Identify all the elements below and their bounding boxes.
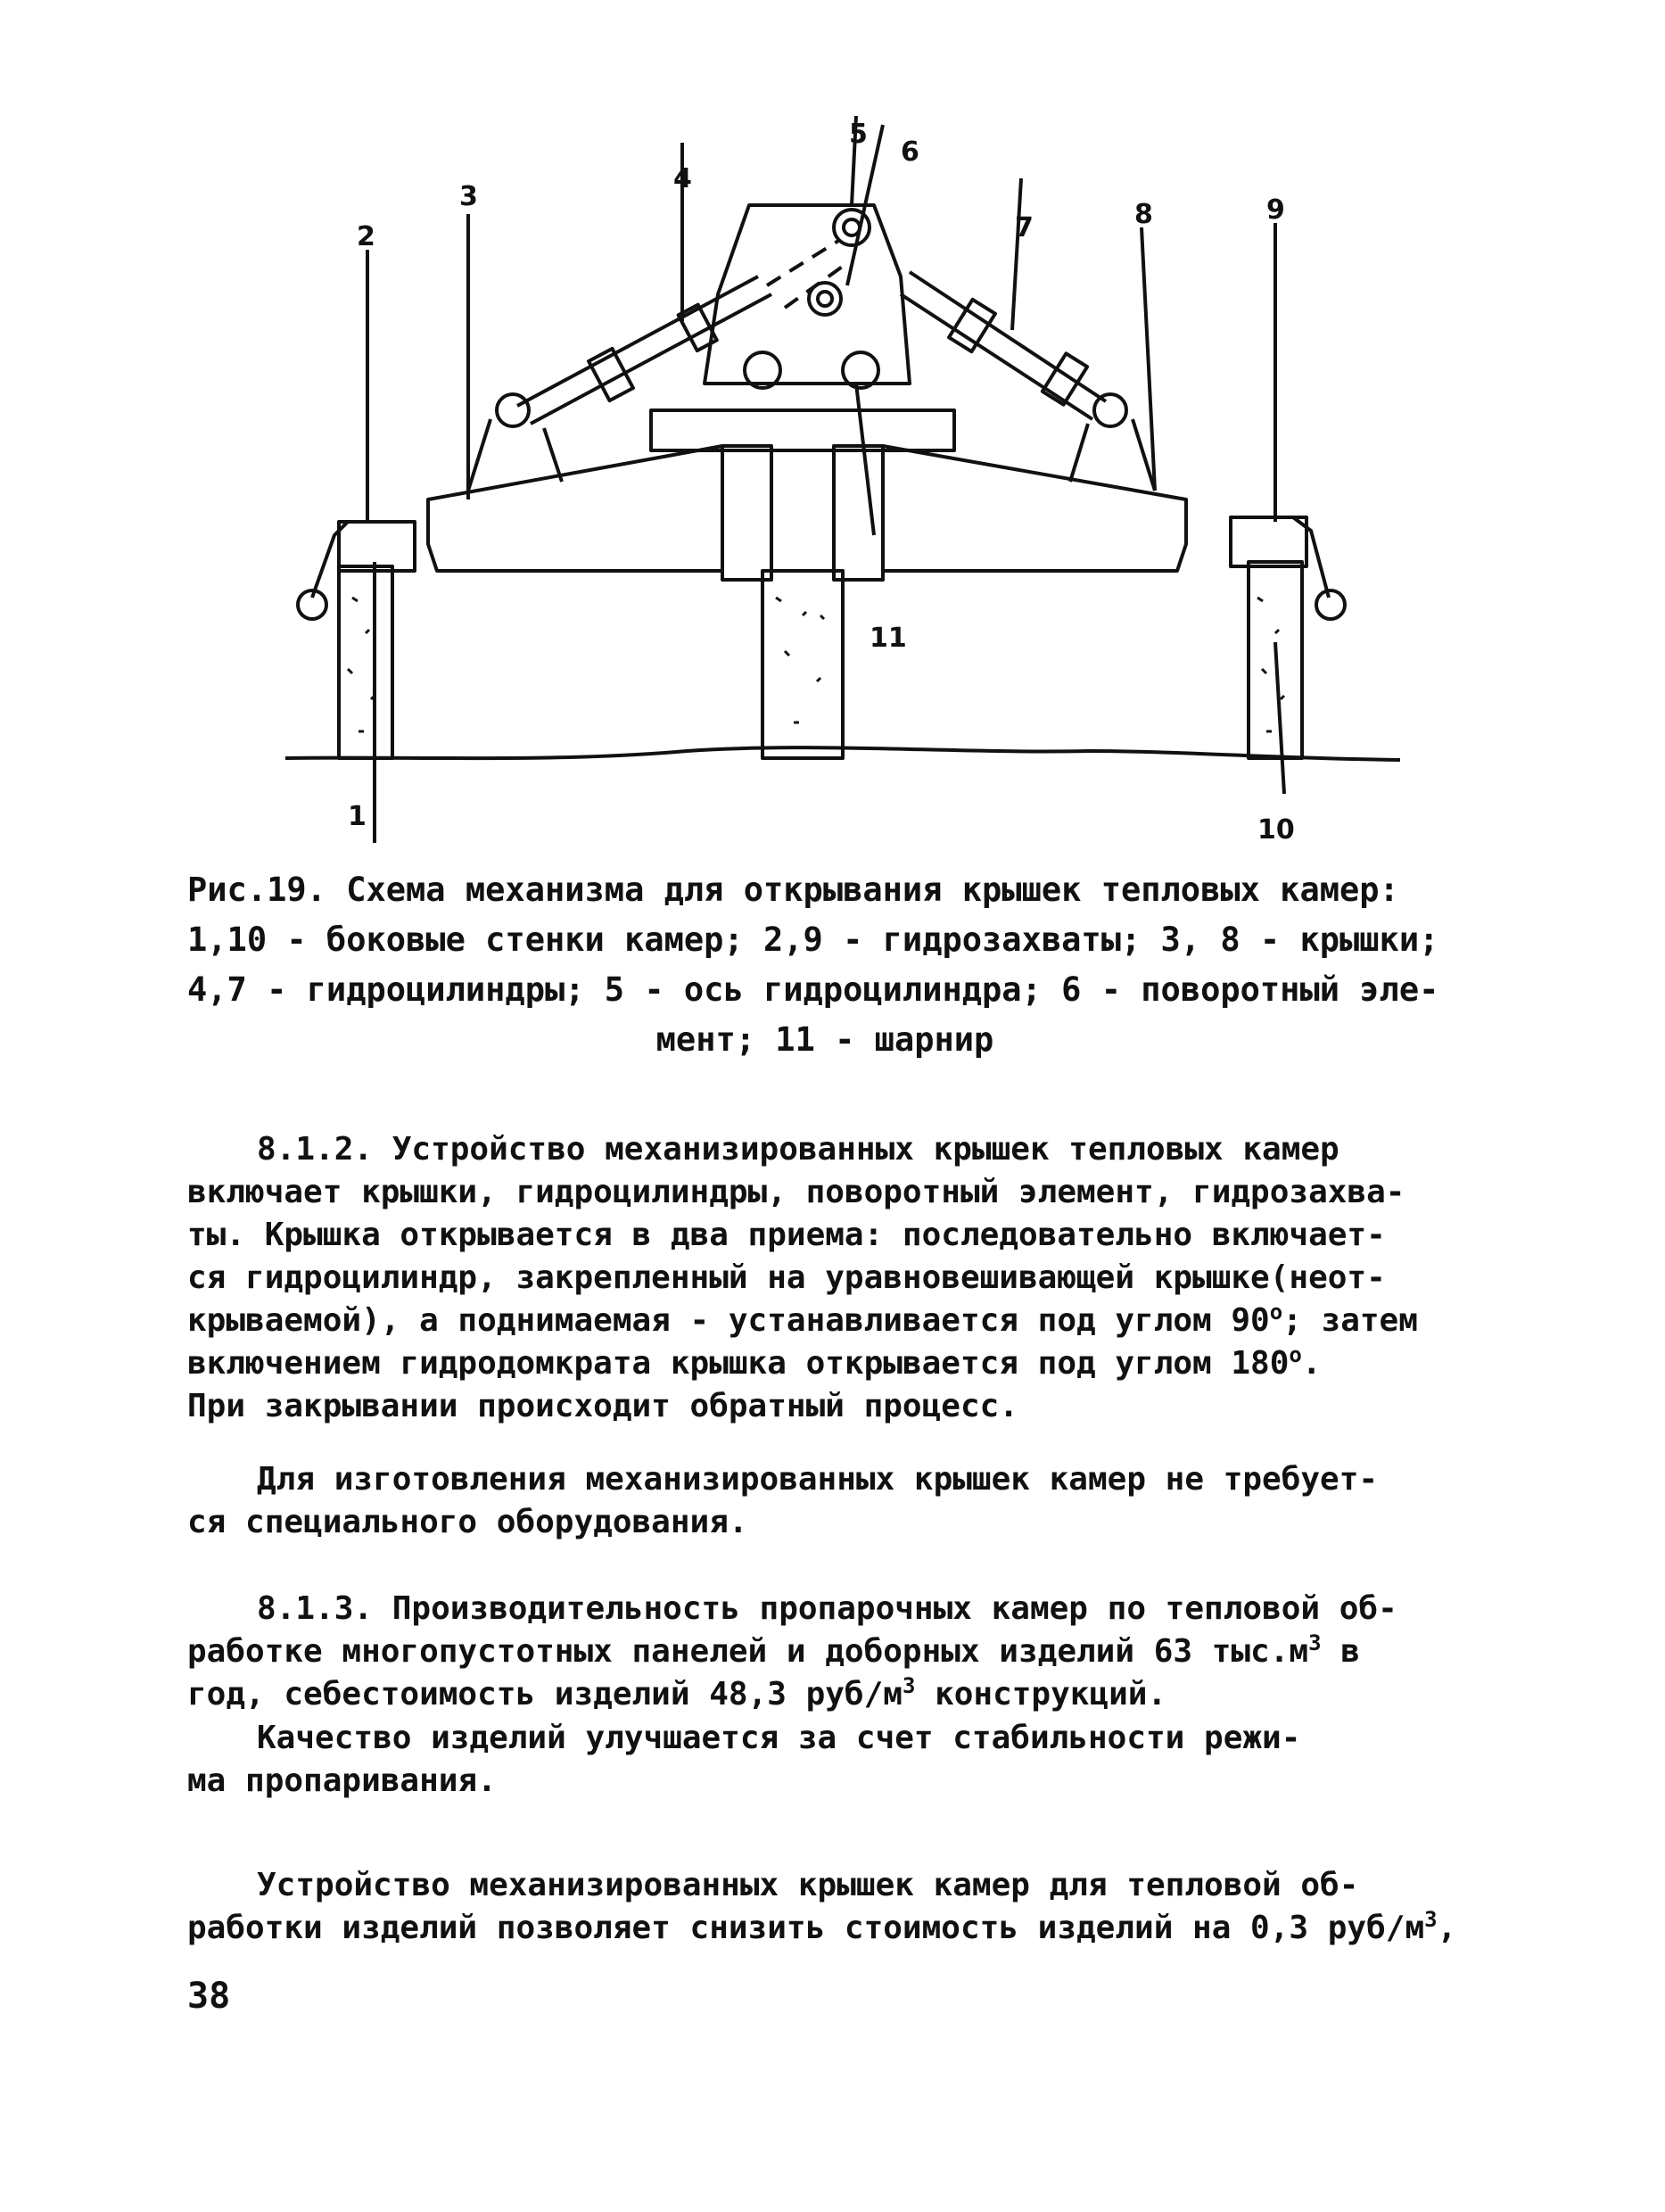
label-1: 1 (348, 801, 367, 832)
cylinder-right-clamp (949, 300, 995, 351)
label-2: 2 (357, 221, 375, 252)
side-wall-left (339, 566, 392, 758)
p4-line-1: Качество изделий улучшается за счет стабильности режи- (257, 1720, 1301, 1756)
caption-line-1: Рис.19. Схема механизма для открывания крышек тепловых камер: (187, 871, 1399, 909)
p5-line-1: Устройство механизированных крышек камер для тепловой об- (257, 1867, 1359, 1903)
lid-right (883, 446, 1186, 571)
label-11: 11 (870, 623, 907, 654)
p3-line-3: год, себестоимость изделий 48,3 руб/$м^3$ конструкций. (187, 1673, 1167, 1713)
lid-left (428, 446, 722, 571)
caption-line-4: мент; 11 - шарнир (655, 1020, 994, 1059)
label-5: 5 (849, 119, 868, 150)
cylinder-right (901, 272, 1106, 419)
label-9: 9 (1266, 194, 1285, 226)
page-number: 38 (187, 1976, 231, 2017)
label-4: 4 (673, 163, 692, 194)
paragraph-quality (187, 1717, 1471, 1803)
paragraph-8-1-3 (187, 1588, 1471, 1716)
p3-line-1: 8.1.3. Производительность пропарочных камер по тепловой об- (257, 1590, 1397, 1627)
p1-line-4: ся гидроцилиндр, закрепленный на уравновешивающей крышке(неот- (187, 1259, 1386, 1296)
p5-line-2: работки изделий позволяет снизить стоимость изделий на 0,3 руб/$м^3$, (187, 1907, 1457, 1946)
paragraph-8-1-2 (187, 1128, 1471, 1428)
figure-caption (187, 865, 1463, 1065)
hinge-post-left (722, 446, 771, 580)
p1-line-1: 8.1.2. Устройство механизированных крышек тепловых камер (257, 1131, 1339, 1168)
grip-right (1231, 517, 1306, 566)
grip-left (339, 522, 415, 571)
center-wall (762, 571, 843, 758)
caption-line-2: 1,10 - боковые стенки камер; 2,9 - гидрозахваты; 3, 8 - крышки; (187, 920, 1439, 959)
p2-line-2: ся специального оборудования. (187, 1504, 748, 1540)
p1-line-5: крываемой), а поднимаемая - устанавливается под углом $90^о$; затем (187, 1300, 1418, 1339)
label-7: 7 (1015, 212, 1034, 243)
hinge-base (651, 410, 954, 450)
label-10: 10 (1257, 814, 1295, 846)
label-6: 6 (901, 136, 919, 168)
grip-right-roller (1316, 590, 1345, 619)
paragraph-equipment (187, 1458, 1471, 1544)
p2-line-1: Для изготовления механизированных крышек камер не требует- (257, 1461, 1379, 1498)
pivot-element (705, 205, 910, 384)
caption-line-3: 4,7 - гидроцилиндры; 5 - ось гидроцилиндра; 6 - поворотный эле- (187, 970, 1439, 1009)
label-3: 3 (459, 181, 478, 212)
p4-line-2: ма пропаривания. (187, 1762, 497, 1799)
p1-line-2: включает крышки, гидроцилиндры, поворотный элемент, гидрозахва- (187, 1174, 1405, 1210)
p3-line-2: работке многопустотных панелей и доборных изделий 63 $тыс.м^3$ в (187, 1630, 1360, 1670)
p1-line-7: При закрывании происходит обратный процесс. (187, 1388, 1018, 1424)
label-8: 8 (1134, 199, 1153, 230)
mechanism-diagram (285, 116, 1400, 847)
hinge-post-right (834, 446, 883, 580)
p1-line-3: ты. Крышка открывается в два приема: последовательно включает- (187, 1217, 1386, 1253)
cylinder-left (517, 276, 771, 424)
p1-line-6: включением гидродомкрата крышка открывается под углом $180^о$. (187, 1342, 1322, 1382)
paragraph-cost (187, 1864, 1471, 1950)
